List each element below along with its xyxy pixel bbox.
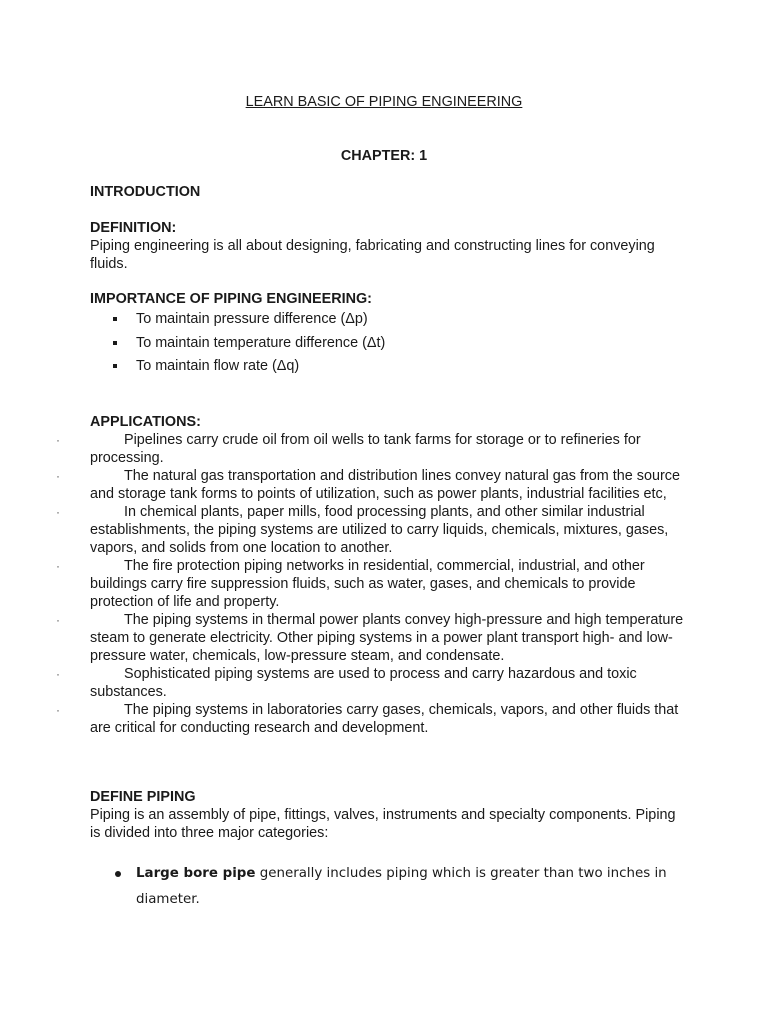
applications-heading: APPLICATIONS:: [90, 414, 201, 430]
list-item-text: Sophisticated piping systems are used to process and carry hazardous and toxic substances.: [90, 666, 637, 700]
list-item-text: To maintain flow rate (Δq): [136, 358, 300, 374]
list-item: [56, 557, 690, 611]
definition-text: Piping engineering is all about designing, fabricating and constructing lines for conveying fluids.: [90, 238, 655, 272]
round-bullet-icon: [115, 871, 121, 877]
list-item-text: To maintain pressure difference (Δp): [136, 311, 368, 327]
list-item: [56, 467, 690, 503]
definition-heading: DEFINITION:: [90, 220, 177, 236]
importance-list: [90, 310, 690, 381]
list-item: [90, 334, 690, 358]
list-item-text: The piping systems in laboratories carry gases, chemicals, vapors, and other fluids that are critical for conducting research and development.: [90, 702, 679, 736]
list-item: [56, 701, 690, 737]
dot-bullet-icon: ·: [56, 469, 60, 483]
categories-list: [90, 861, 680, 913]
list-item-text: To maintain temperature difference (Δt): [136, 334, 386, 351]
list-item-text: Pipelines carry crude oil from oil wells to tank farms for storage or to refineries for processing.: [90, 432, 641, 466]
dot-bullet-icon: ·: [56, 559, 60, 573]
applications-list: [56, 431, 690, 737]
square-bullet-icon: [113, 364, 117, 368]
dot-bullet-icon: ·: [56, 613, 60, 627]
square-bullet-icon: [113, 341, 117, 345]
chapter-heading: CHAPTER: 1: [340, 148, 428, 164]
list-item-text: The natural gas transportation and distribution lines convey natural gas from the source and storage tank forms to points of utilization, such as power plants, industrial facilities etc,: [90, 468, 680, 502]
category-term: Large bore pipe: [136, 866, 256, 881]
list-item-text: The piping systems in thermal power plants convey high-pressure and high temperature steam to generate electricity. Other piping systems in a power plant transport high- and low-pressure water, chemicals, low-pressure steam, and condensate.: [90, 612, 684, 664]
dot-bullet-icon: ·: [56, 505, 60, 519]
list-item-text: In chemical plants, paper mills, food processing plants, and other similar industrial establishments, the piping systems are utilized to carry liquids, chemicals, mixtures, gases, vapors, and solids from one location to another.: [90, 504, 669, 556]
list-item: [56, 431, 690, 467]
importance-heading: IMPORTANCE OF PIPING ENGINEERING:: [90, 291, 372, 307]
dot-bullet-icon: ·: [56, 703, 60, 717]
square-bullet-icon: [113, 317, 117, 321]
list-item: [56, 503, 690, 557]
define-piping-heading: DEFINE PIPING: [90, 789, 196, 805]
list-item: [90, 861, 680, 913]
dot-bullet-icon: ·: [56, 667, 60, 681]
define-piping-text: Piping is an assembly of pipe, fittings, valves, instruments and specialty components. Piping is divided into three major categories:: [90, 807, 676, 841]
list-item: [90, 357, 690, 381]
document-title: LEARN BASIC OF PIPING ENGINEERING: [245, 94, 523, 110]
list-item: [56, 665, 690, 701]
dot-bullet-icon: ·: [56, 433, 60, 447]
list-item: [90, 310, 690, 334]
introduction-heading: INTRODUCTION: [90, 184, 201, 200]
list-item-text: The fire protection piping networks in residential, commercial, industrial, and other buildings carry fire suppression fluids, such as water, gases, and chemicals to provide protection of life and property.: [90, 558, 645, 610]
list-item: [56, 611, 690, 665]
category-text: generally includes piping which is greater than two inches in diameter.: [136, 866, 667, 907]
